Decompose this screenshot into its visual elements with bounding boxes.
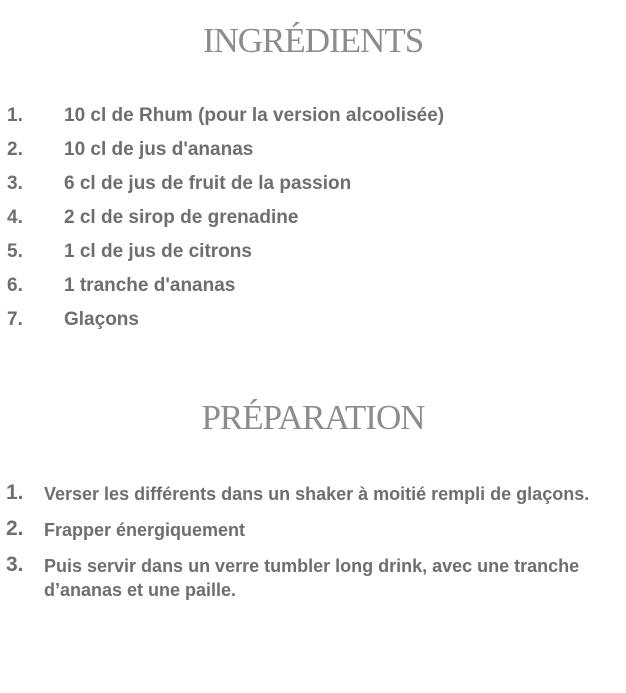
preparation-step — [0, 554, 594, 602]
ingredient-text: Glaçons — [64, 309, 139, 330]
step-text: Puis servir dans un verre tumbler long drink, avec une tranche d’ananas et une paille. — [44, 556, 580, 600]
ingredient-text: 10 cl de Rhum (pour la version alcoolisée) — [64, 105, 445, 126]
preparation-step — [0, 518, 594, 542]
preparation-heading: PRÉPARATION — [201, 398, 425, 437]
step-number: 2. — [6, 517, 24, 540]
ingredient-number: 2. — [7, 139, 23, 160]
step-number: 3. — [6, 553, 24, 576]
ingredient-number: 1. — [7, 105, 23, 126]
ingredient-text: 10 cl de jus d'ananas — [64, 139, 254, 160]
ingredient-number: 5. — [7, 241, 23, 262]
ingredient-number: 3. — [7, 173, 23, 194]
preparation-step — [0, 482, 594, 506]
ingredient-number: 7. — [7, 309, 23, 330]
ingredient-text: 1 tranche d'ananas — [64, 275, 236, 296]
step-text: Verser les différents dans un shaker à moitié rempli de glaçons. — [44, 484, 590, 504]
step-number: 1. — [6, 481, 24, 504]
ingredient-number: 6. — [7, 275, 23, 296]
ingredient-text: 6 cl de jus de fruit de la passion — [64, 173, 352, 194]
ingredients-heading: INGRÉDIENTS — [202, 21, 424, 60]
preparation-steps-list — [0, 482, 594, 614]
ingredient-text: 1 cl de jus de citrons — [64, 241, 252, 262]
ingredient-text: 2 cl de sirop de grenadine — [64, 207, 299, 228]
step-text: Frapper énergiquement — [44, 520, 246, 540]
ingredient-number: 4. — [7, 207, 23, 228]
